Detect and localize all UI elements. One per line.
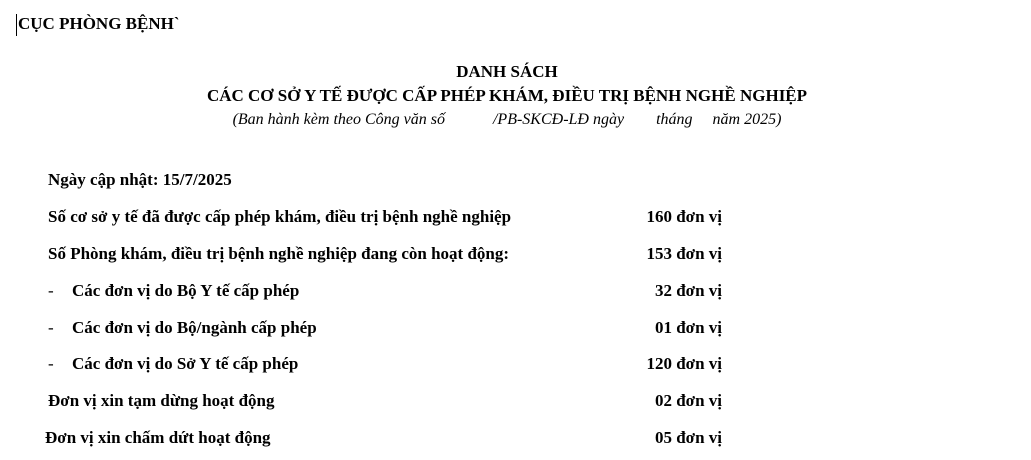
summary-subrow [48,318,748,342]
summary-row-label: Số Phòng khám, điều trị bệnh nghề nghiệp đang còn hoạt động: [48,244,510,263]
bullet-dash: - [48,318,54,337]
summary-row-label: Đơn vị xin chấm dứt hoạt động [45,428,271,447]
agency-name: CỤC PHÒNG BỆNH` [18,14,180,33]
summary-row-label: Các đơn vị do Sở Y tế cấp phép [72,354,299,373]
summary-row-value: 160 đơn vị [646,207,722,226]
updated-date [48,170,748,194]
summary-row-value: 05 đơn vị [654,428,722,447]
summary-row-label: Các đơn vị do Bộ/ngành cấp phép [72,318,317,337]
bullet-dash: - [48,281,54,300]
issuance-note: (Ban hành kèm theo Công văn số /PB-SKCĐ-LĐ ngày tháng năm 2025) [232,111,782,128]
summary-row [48,391,748,415]
summary-row-label: Số cơ sở y tế đã được cấp phép khám, điều trị bệnh nghề nghiệp [48,207,512,226]
summary-row [48,244,748,268]
summary-row [45,428,748,452]
document-title: DANH SÁCH [456,62,558,81]
summary-row-value: 120 đơn vị [646,354,722,373]
summary-subrow [48,354,748,378]
text-cursor [16,14,17,36]
summary-subrow [48,281,748,305]
updated-date-text: Ngày cập nhật: 15/7/2025 [48,170,232,189]
summary-row-value: 02 đơn vị [654,391,722,410]
summary-row-value: 153 đơn vị [646,244,722,263]
bullet-dash: - [48,354,54,373]
summary-row [48,207,748,231]
summary-row-label: Các đơn vị do Bộ Y tế cấp phép [72,281,300,300]
summary-row-value: 32 đơn vị [654,281,722,300]
document-subject: CÁC CƠ SỞ Y TẾ ĐƯỢC CẤP PHÉP KHÁM, ĐIỀU TRỊ BỆNH NGHỀ NGHIỆP [206,86,808,105]
summary-row-label: Đơn vị xin tạm dừng hoạt động [48,391,275,410]
summary-row-value: 01 đơn vị [654,318,722,337]
